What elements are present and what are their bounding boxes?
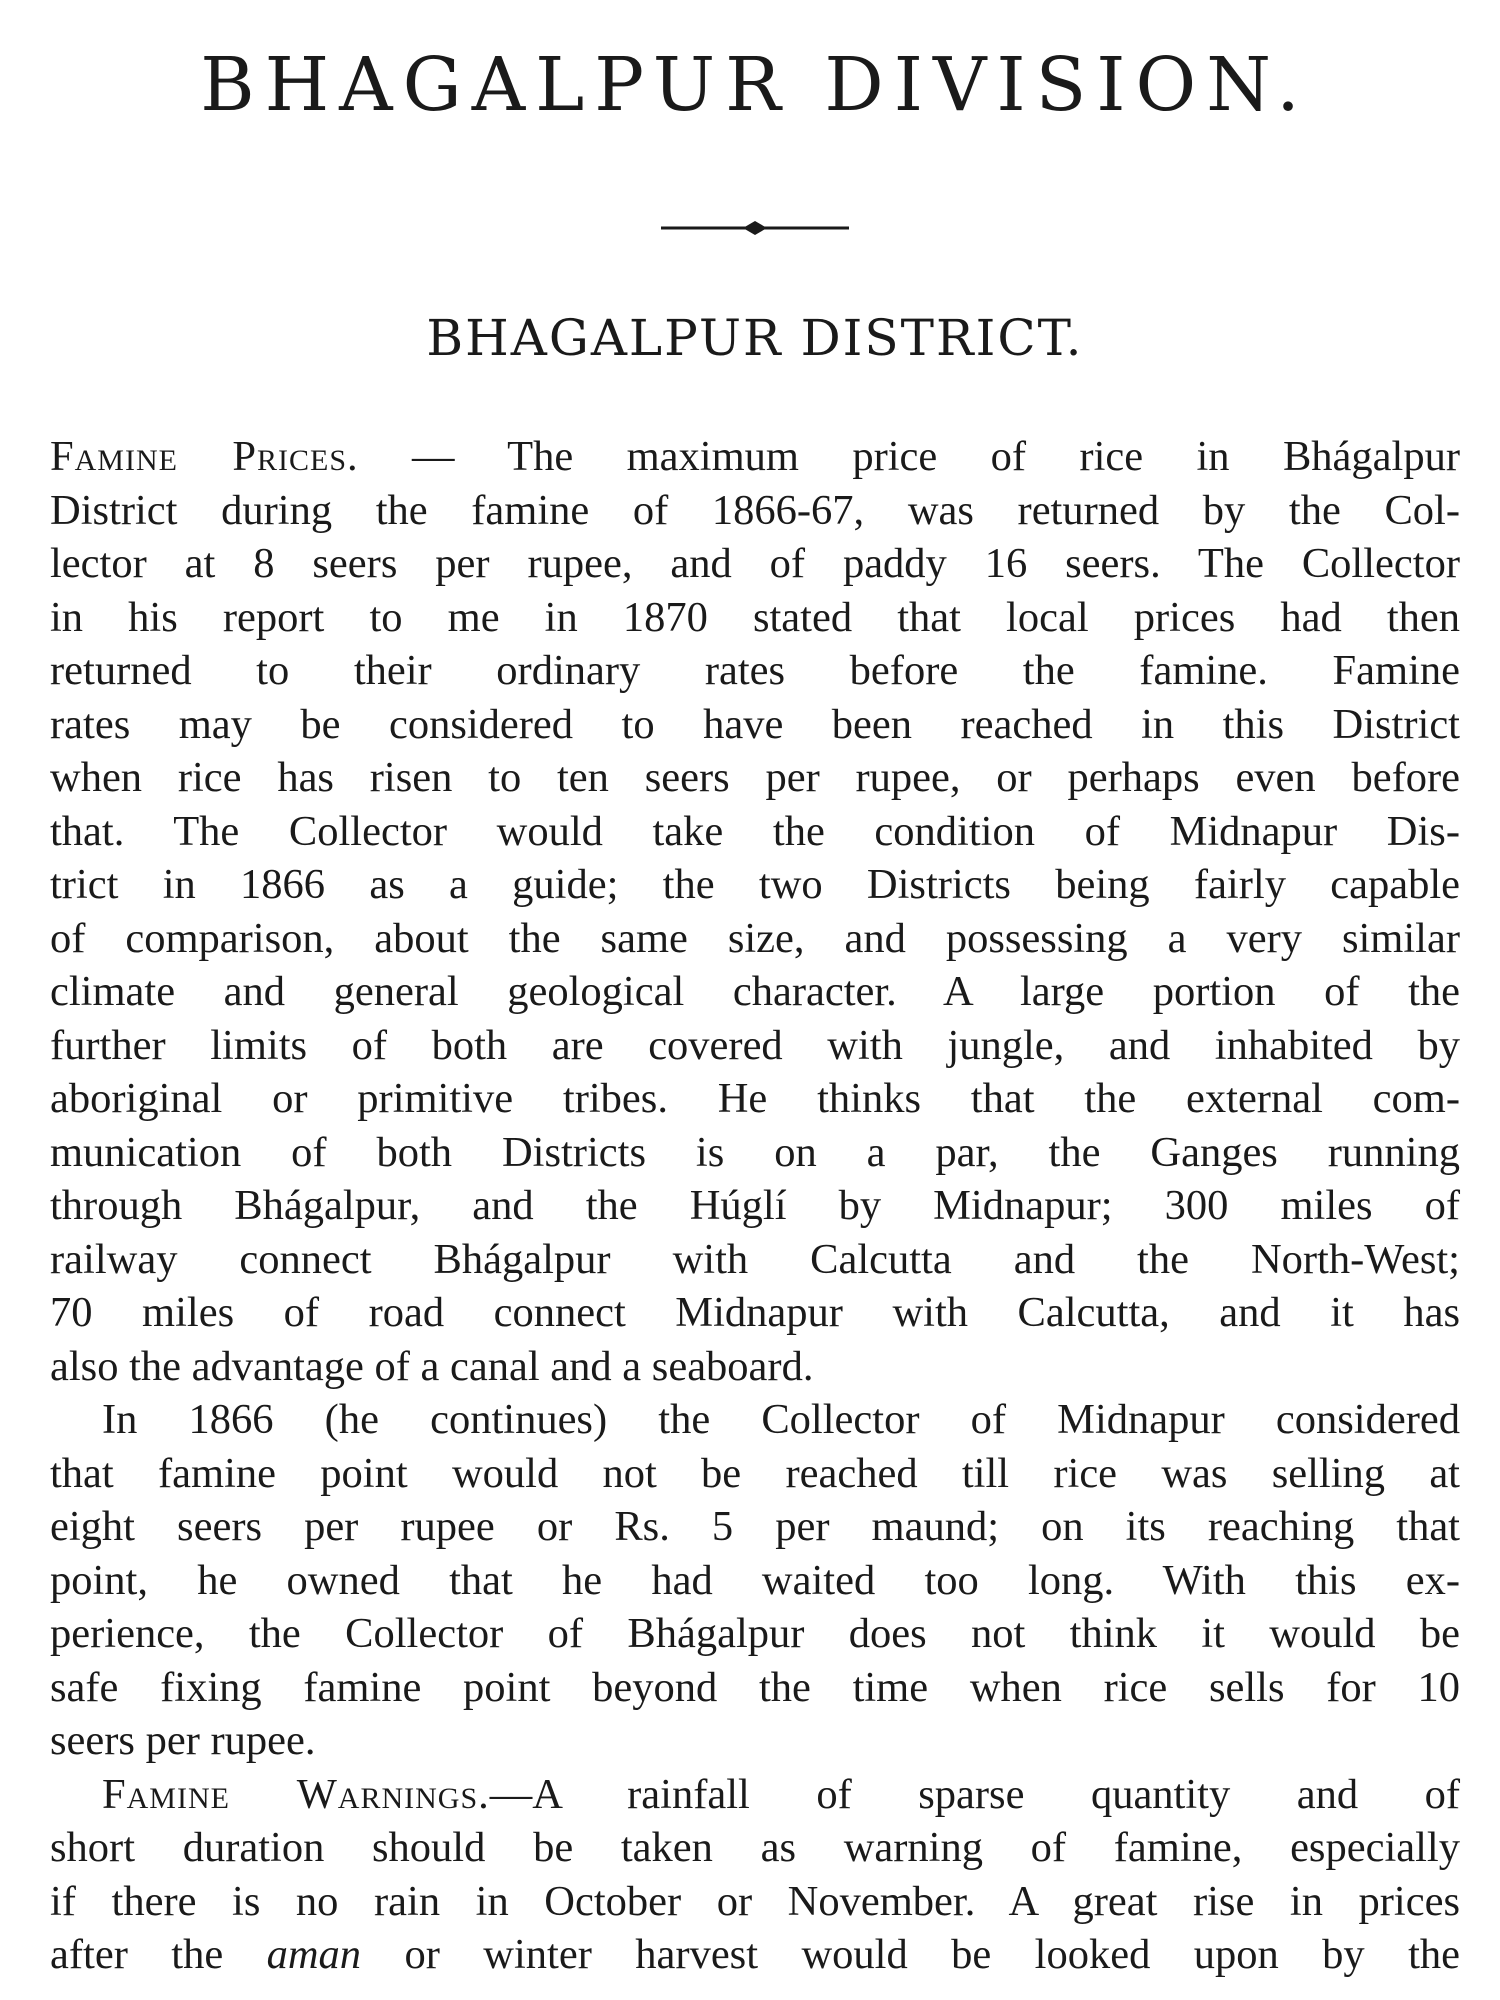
text-line: rates may be considered to have been reached in this District: [50, 700, 1460, 748]
text-line: that famine point would not be reached till rice was selling at: [50, 1449, 1460, 1497]
paragraph-famine-warnings: [50, 1768, 1460, 1982]
paragraph-collector-1866: [50, 1393, 1460, 1768]
district-title: BHAGALPUR DISTRICT.: [426, 309, 1084, 367]
text-line: In 1866 (he continues) the Collector of Midnapur considered: [102, 1396, 1460, 1443]
text-line: of comparison, about the same size, and possessing a very similar: [50, 914, 1460, 962]
text-line: also the advantage of a canal and a seaboard.: [50, 1342, 814, 1390]
text-line: District during the famine of 1866-67, was returned by the Col-: [50, 486, 1460, 534]
section-heading: Famine Warnings.: [102, 1770, 490, 1818]
text-line: in his report to me in 1870 stated that local prices had then: [50, 593, 1460, 641]
italic-term: aman: [266, 1931, 362, 1978]
text-line: if there is no rain in October or November. A great rise in prices: [50, 1877, 1460, 1925]
text-line: through Bhágalpur, and the Húglí by Midnapur; 300 miles of: [50, 1182, 1460, 1229]
text-line: railway connect Bhágalpur with Calcutta and the North-West;: [50, 1235, 1460, 1283]
text-line: when rice has risen to ten seers per rupee, or perhaps even before: [50, 754, 1460, 801]
text-line: further limits of both are covered with jungle, and inhabited by: [50, 1021, 1460, 1069]
text-line: point, he owned that he had waited too long. With this ex-: [50, 1556, 1460, 1604]
text-line: eight seers per rupee or Rs. 5 per maund; on its reaching that: [50, 1503, 1460, 1550]
division-title: BHAGALPUR DIVISION.: [200, 42, 1310, 128]
section-heading: Famine Prices.: [50, 433, 359, 480]
text-line: Famine Warnings.—A rainfall of sparse quantity and of: [102, 1770, 1460, 1818]
text-line: munication of both Districts is on a par, the Ganges running: [50, 1128, 1460, 1176]
text-line: that. The Collector would take the condition of Midnapur Dis-: [50, 807, 1460, 855]
ornament-divider: [655, 216, 855, 240]
text-line: short duration should be taken as warning of famine, especially: [50, 1824, 1460, 1871]
body-text: [50, 430, 1460, 1982]
text-line: safe fixing famine point beyond the time when rice sells for 10: [50, 1663, 1460, 1711]
text-line: perience, the Collector of Bhágalpur does not think it would be: [50, 1610, 1460, 1657]
text-line: seers per rupee.: [50, 1717, 316, 1764]
text-line: lector at 8 seers per rupee, and of paddy 16 seers. The Collector: [50, 540, 1460, 587]
text-line: returned to their ordinary rates before the famine. Famine: [50, 647, 1460, 694]
text-line: aboriginal or primitive tribes. He thinks that the external com-: [50, 1075, 1460, 1122]
text-line: Famine Prices. — The maximum price of rice in Bhágalpur: [50, 433, 1460, 480]
text-line: trict in 1866 as a guide; the two Districts being fairly capable: [50, 861, 1460, 908]
document-page: [50, 30, 1460, 1982]
text-line: after the aman or winter harvest would be looked upon by the: [50, 1931, 1460, 1978]
text-line: climate and general geological character. A large portion of the: [50, 968, 1460, 1015]
paragraph-famine-prices: [50, 430, 1460, 1393]
text-line: 70 miles of road connect Midnapur with Calcutta, and it has: [50, 1289, 1460, 1336]
